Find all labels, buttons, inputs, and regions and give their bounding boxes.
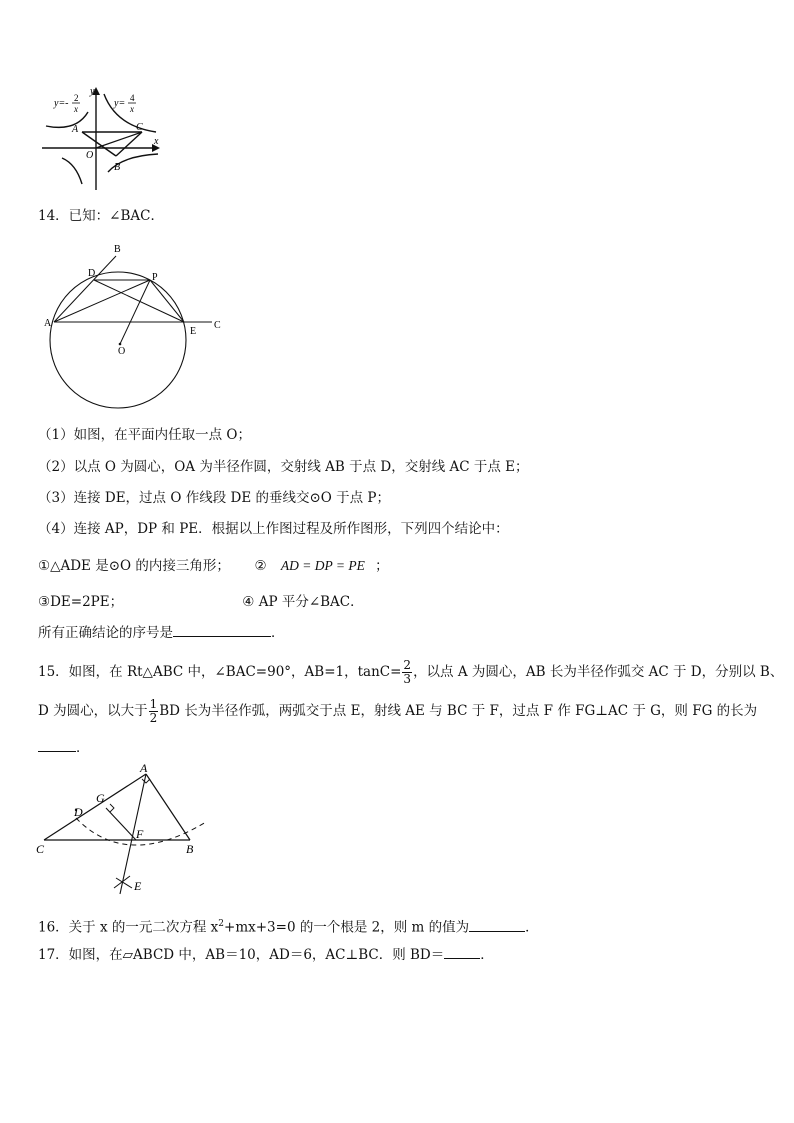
left-equation-prefix: y=- [54,98,69,109]
q15-line-2 [38,696,757,726]
q15-answer-blank[interactable] [38,738,76,752]
conclusion-2-formula: AD = DP = PE [280,558,365,573]
label-d: D [74,805,83,819]
q16-text-a: 16．关于 x 的一元二次方程 x [38,919,219,936]
q16-answer-blank[interactable] [469,918,525,932]
origin-label: O [86,150,94,161]
q17-text: 17．如图，在▱ABCD 中，AB＝10，AD＝6，AC⊥BC．则 BD＝ [38,947,445,963]
half-denominator: 2 [149,711,158,725]
q16-superscript: 2 [218,919,225,929]
conclusion-2-end: ； [375,558,389,574]
question-14-title: 14．已知：∠BAC． [38,208,164,224]
label-g: G [96,791,105,805]
point-b-label: B [114,162,121,173]
q16-text-b: +mx+3=0 的一个根是 2，则 m 的值为 [224,919,470,936]
hyperbola-figure [38,82,168,194]
right-equation-prefix: y= [114,98,126,109]
question-17 [38,945,494,965]
half-numerator: 1 [149,697,158,711]
q14-answer-prompt: 所有正确结论的序号是 [38,625,173,641]
right-equation-numerator: 4 [130,93,135,103]
q14-conclusions-row-1 [38,556,389,576]
q15-text-c: D 为圆心，以大于 [38,703,148,719]
point-a-label: A [72,124,79,135]
q15-answer-end: ． [76,740,90,756]
q14-step-2: （2）以点 O 为圆心，OA 为半径作圆，交射线 AB 于点 D，交射线 AC 于点 E； [38,459,529,475]
q15-text-b: ，以点 A 为圆心，AB 长为半径作弧交 AC 于 D，分别以 B、 [413,664,784,680]
label-o: O [118,346,126,357]
circle-construction-figure [38,238,228,412]
q17-answer-blank[interactable] [444,945,480,959]
q15-line-3 [38,738,90,758]
q14-step-3: （3）连接 DE，过点 O 作线段 DE 的垂线交⊙O 于点 P； [38,490,391,506]
half-fraction [149,698,159,725]
label-e: E [190,326,197,337]
label-b: B [114,244,121,255]
label-d: D [88,268,96,279]
left-equation-numerator: 2 [74,93,79,103]
q14-step-4: （4）连接 AP，DP 和 PE．根据以上作图过程及所作图形，下列四个结论中： [38,521,509,537]
label-b: B [186,842,194,856]
label-c: C [36,842,45,856]
tan-fraction [402,659,412,686]
label-f: F [136,827,144,841]
q14-answer-line [38,623,285,643]
conclusion-3: ③DE=2PE； [38,594,124,610]
label-p: P [152,272,158,283]
q14-conclusions-row-2 [38,592,364,612]
label-e: E [134,879,142,893]
conclusion-2-label: ② [254,558,267,574]
y-axis-label: y [90,86,95,97]
conclusion-4: ④ AP 平分∠BAC． [242,594,364,610]
label-c: C [214,320,221,331]
q17-answer-end: ． [480,947,494,963]
question-16 [38,914,539,938]
q15-line-1 [38,657,783,687]
left-equation-denominator: x [74,104,78,114]
triangle-construction-figure [36,760,214,898]
label-a: A [44,318,52,329]
q14-answer-end: ． [271,625,285,641]
label-a: A [140,761,148,775]
q14-step-1: （1）如图，在平面内任取一点 O； [38,427,251,443]
right-equation-denominator: x [130,104,134,114]
tan-numerator: 2 [403,658,412,672]
conclusion-1: ①△ADE 是⊙O 的内接三角形； [38,558,230,574]
x-axis-label: x [154,136,159,147]
q14-answer-blank[interactable] [173,623,271,637]
tan-denominator: 3 [403,672,412,686]
q16-answer-end: ． [525,919,539,936]
point-c-label: C [136,122,143,133]
q15-text-d: BD 长为半径作弧，两弧交于点 E，射线 AE 与 BC 于 F，过点 F 作 FG⊥AC 于 G，则 FG 的长为 [159,703,758,719]
q15-text-a: 15．如图，在 Rt△ABC 中，∠BAC=90°，AB=1，tanC= [38,664,402,680]
